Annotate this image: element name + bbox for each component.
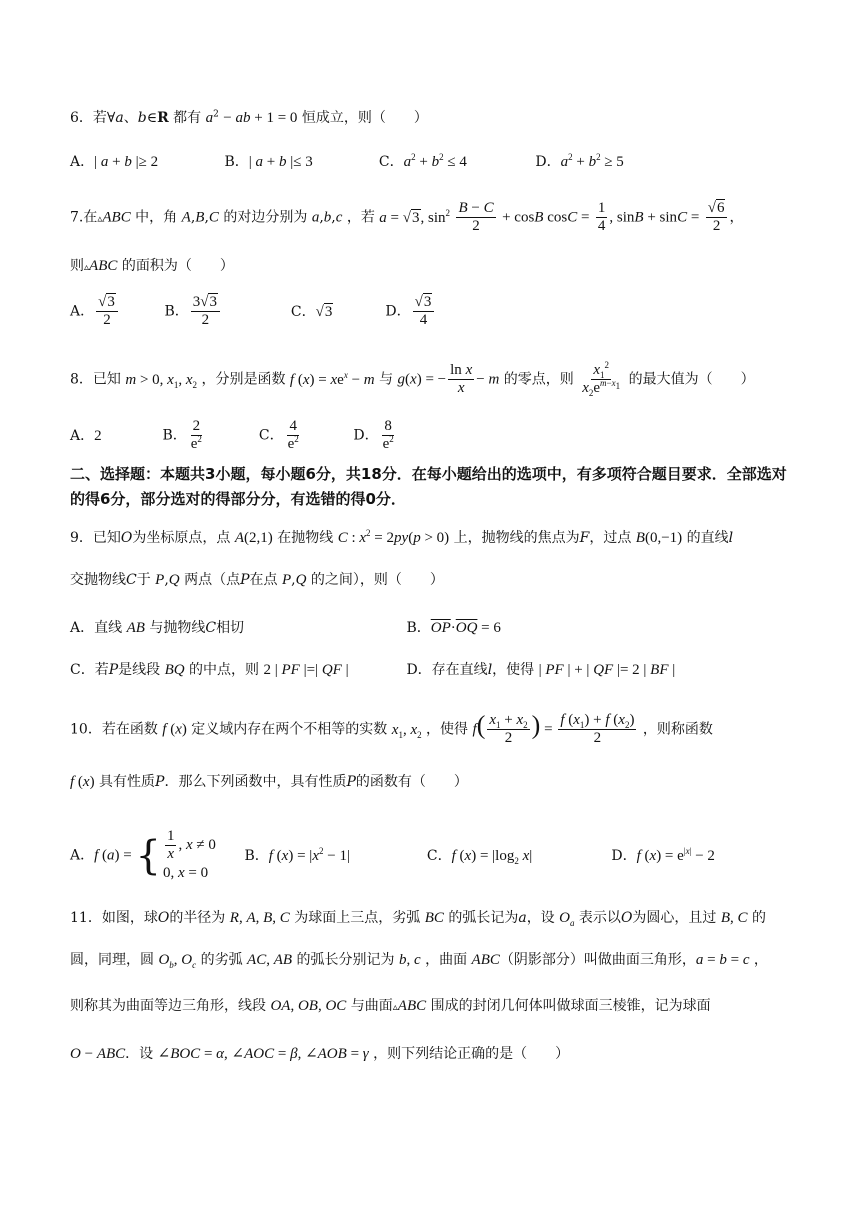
q11-line-2: 圆，同理，圆 $O_b$, $O_c$ 的劣弧 AC, AB 的弧长分别记为 b, c ，曲面 ABC（阴影部分）叫做曲面三角形，a = b = c ， bbox=[70, 952, 768, 970]
q9-stem-2: 交抛物线C于 P,Q 两点（点P在点 P,Q 的之间），则（ ） bbox=[70, 572, 444, 588]
q8-option-d[interactable]: D． $\frac{8}{e^2}$ bbox=[353, 418, 394, 452]
q11-line-4: O − ABC．设 ∠BOC = α, ∠AOC = β, ∠AOB = γ ，则下列结论正确的是（ ） bbox=[70, 1046, 570, 1062]
q10-option-b[interactable]: B．f $(x) = |x^2 - 1|$ bbox=[244, 845, 350, 864]
q9-option-c[interactable]: C．若P是线段 BQ 的中点，则 2 | PF |=| QF | bbox=[70, 662, 349, 678]
q7-stem: 7.在▵ABC 中，角 A,B,C 的对边分别为 a,b,c ，若 a = √3, $\sin^2$ $\frac{B - C}{2}$ + cosB cosC = $\frac{1}{4}$ , sinB + sinC = $\frac{√6}{2}$ ， bbox=[70, 200, 744, 234]
q9-options-row2 bbox=[70, 660, 675, 680]
q7-option-c[interactable]: C．√3 bbox=[290, 303, 333, 320]
q10-stem: 10．若在函数 f (x) 定义域内存在两个不相等的实数 $x_1$, $x_2$ ，使得 f( $\frac{x_1 + x_2}{2}$ ) = $\frac{f (x_1) + f (x_2)}{2}$ ，则称函数 bbox=[70, 710, 713, 746]
q7-stem-2: 则▵ABC 的面积为（ ） bbox=[70, 258, 234, 274]
q7-option-a[interactable]: A． $\frac{√3}{2}$ bbox=[70, 294, 160, 329]
q10-option-c[interactable]: C．f $(x) = |\log_2$ x| bbox=[426, 847, 533, 866]
q6-option-b[interactable]: B．| a + b |≤ 3 bbox=[224, 154, 313, 170]
q11-line-3: 则称其为曲面等边三角形，线段 OA, OB, OC 与曲面▵ABC 围成的封闭几何体叫做球面三棱锥，记为球面 bbox=[70, 998, 711, 1014]
q6-option-c[interactable]: C．$a^2 + b^2 \le 4$ bbox=[378, 152, 467, 170]
section-2-heading: 二、选择题：本题共3小题，每小题6分，共18分．在每小题给出的选项中，有多项符合题目要求．全部选对的得6分，部分选对的得部分分，有选错的得0分． bbox=[70, 465, 787, 508]
q7-options bbox=[70, 294, 436, 329]
q7-option-d[interactable]: D． $\frac{√3}{4}$ bbox=[385, 294, 436, 329]
q8-option-b[interactable]: B． $\frac{2}{e^2}$ bbox=[162, 418, 202, 452]
q10-stem-2: f (x) 具有性质P．那么下列函数中，具有性质P的函数有（ ） bbox=[70, 774, 468, 790]
q7-option-b[interactable]: B． $\frac{3√3}{2}$ bbox=[164, 294, 286, 329]
q11-line-1: 11．如图，球O的半径为 R, A, B, C 为球面上三点，劣弧 BC 的弧长记为a，设 $O_a$ 表示以O为圆心，且过 B, C 的 bbox=[70, 910, 767, 928]
q6-stem bbox=[70, 108, 428, 128]
q6-stem-text: 6．若∀a、b∈R 都有 $a^2$ − ab + 1 = 0 恒成立，则（ ） bbox=[70, 109, 428, 126]
q8-stem: 8．已知 m > 0, $x_1$, $x_2$ ，分别是函数 f $(x) = xe^x - m$ 与 g(x) = − $\frac{\text{ln x}}{x}$ − m 的零点，则 $\frac{x_1^2}{x_2e^{m-x_1}}$ 的最大值为（ ） bbox=[70, 360, 755, 398]
q10-options bbox=[70, 828, 715, 883]
q6-option-d[interactable]: D．$a^2 + b^2 \ge 5$ bbox=[535, 152, 624, 170]
q10-option-d[interactable]: D．f $(x) = e^{|x|} - 2$ bbox=[611, 845, 715, 864]
q9-option-a[interactable]: A．直线 AB 与抛物线C相切 bbox=[70, 620, 245, 636]
q9-option-d[interactable]: D．存在直线l，使得 | PF | + | QF |= 2 | BF | bbox=[406, 662, 676, 678]
q10-option-a[interactable]: A．f (a) = { $\frac{1}{x}$ , x ≠ 0 0, x = 0 bbox=[70, 828, 216, 881]
q9-option-b[interactable]: B．$\overline{OP}\cdot\overline{OQ} = 6$ bbox=[406, 620, 501, 636]
q8-options bbox=[70, 418, 398, 453]
q8-option-c[interactable]: C． $\frac{4}{e^2}$ bbox=[258, 418, 299, 452]
q8-option-a[interactable]: A．2 bbox=[70, 427, 102, 444]
q6-option-a[interactable]: A．| a + b |≥ 2 bbox=[70, 154, 159, 170]
q6-options bbox=[70, 152, 624, 172]
q9-options-row1 bbox=[70, 618, 501, 638]
q9-stem: 9．已知O为坐标原点，点 A(2,1) 在抛物线 C : $x^2 = 2py(p > 0)$ 上，抛物线的焦点为F，过点 B(0,−1) 的直线l bbox=[70, 528, 734, 546]
